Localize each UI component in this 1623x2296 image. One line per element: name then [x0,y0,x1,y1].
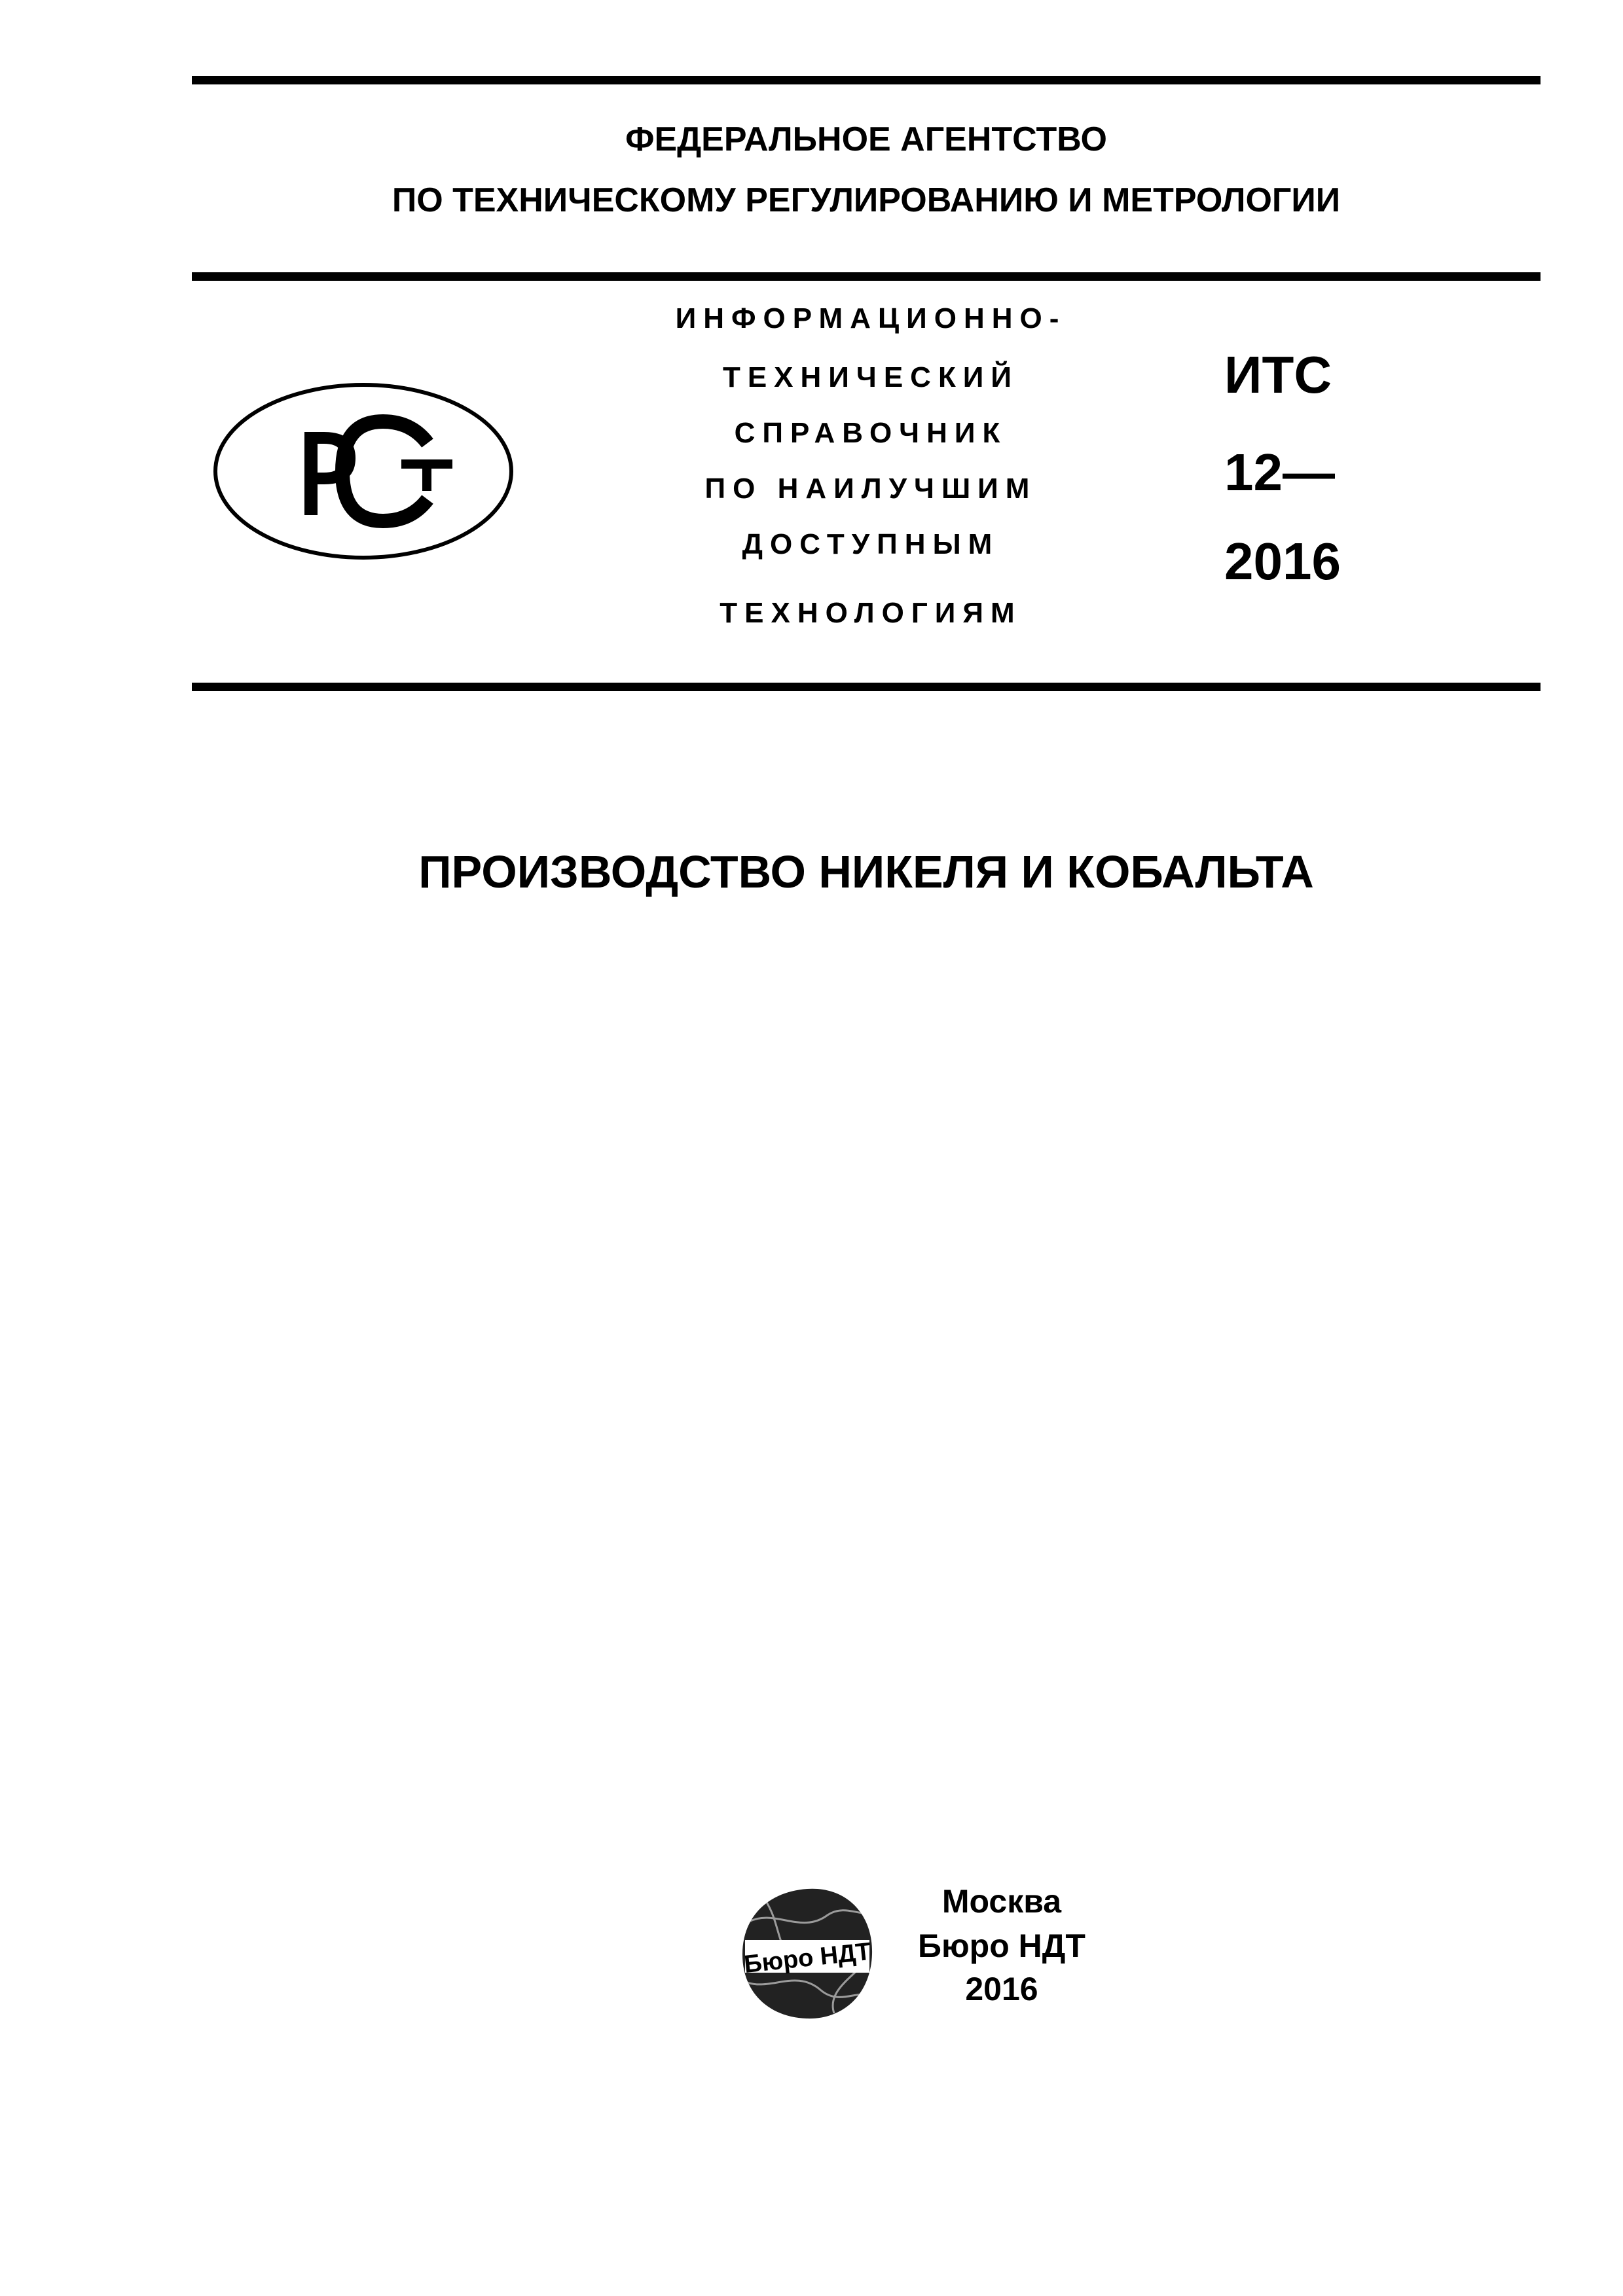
category-line: ТЕХНИЧЕСКИЙ [722,361,1019,393]
document-title: ПРОИЗВОДСТВО НИКЕЛЯ И КОБАЛЬТА [418,846,1314,897]
rst-emblem-icon [211,381,515,562]
document-code-line: 12— [1224,443,1335,501]
publisher-logo-text: Бюро НДТ [742,1937,873,1979]
category-line: ИНФОРМАЦИОННО- [675,302,1067,334]
agency-name-line-2: ПО ТЕХНИЧЕСКОМУ РЕГУЛИРОВАНИЮ И МЕТРОЛОГИИ [392,181,1341,219]
category-line: ДОСТУПНЫМ [742,528,1000,560]
agency-name-line-1: ФЕДЕРАЛЬНОЕ АГЕНТСТВО [625,120,1107,158]
top-rule [192,76,1541,84]
buro-ndt-logo-icon [736,1882,879,2025]
divider-rule [192,683,1541,691]
document-code-line: ИТС [1224,346,1332,404]
category-line: ПО НАИЛУЧШИМ [704,473,1037,505]
category-line: ТЕХНОЛОГИЯМ [720,597,1022,629]
imprint-publisher: Бюро НДТ [918,1928,1085,1964]
document-code-line: 2016 [1224,532,1341,590]
category-line: СПРАВОЧНИК [734,417,1008,449]
header-rule [192,272,1541,281]
imprint-year: 2016 [965,1971,1038,2007]
imprint-city: Москва [941,1883,1062,1920]
